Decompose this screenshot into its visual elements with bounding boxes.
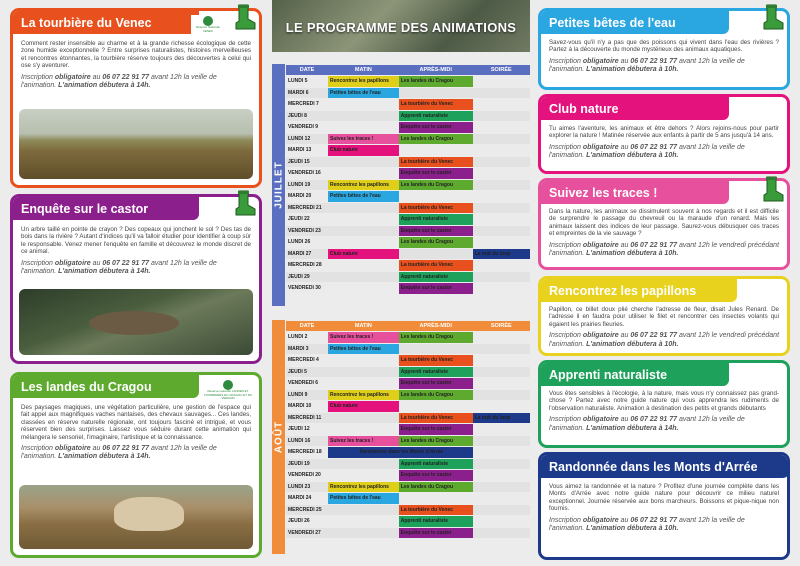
cell-matin [328, 214, 399, 225]
cell-matin [328, 378, 399, 389]
table-row [286, 134, 530, 145]
cell-matin: Rencontrez les papillons [328, 390, 399, 401]
cell-matin [328, 470, 399, 481]
table-row [286, 226, 530, 237]
table-row [286, 157, 530, 168]
table-row [286, 459, 530, 470]
cell-soiree [473, 191, 530, 202]
cell-matin: Rencontrez les papillons [328, 76, 399, 87]
col-date: DATE [286, 321, 328, 331]
card-traces [538, 178, 790, 270]
cell-soiree [473, 283, 530, 294]
cell-soiree [473, 482, 530, 493]
cell-matin [328, 367, 399, 378]
card-title: Petites bêtes de l'eau [541, 11, 729, 34]
table-row [286, 482, 530, 493]
cell-date: JEUDI 26 [286, 516, 328, 527]
card-inscription: Inscription obligatoire au 06 07 22 91 77 avant 12h la veille de l'animation. L'animation débutera à 14h. [21, 73, 217, 90]
card-club [538, 94, 790, 174]
cell-date: MARDI 10 [286, 401, 328, 412]
cell-apm: La tourbière du Venec [399, 505, 473, 516]
card-title: Les landes du Cragou [13, 375, 199, 398]
table-row [286, 111, 530, 122]
cell-matin [328, 99, 399, 110]
table-row [286, 191, 530, 202]
cell-apm [399, 344, 473, 355]
cell-soiree [473, 88, 530, 99]
cell-date: JEUDI 8 [286, 111, 328, 122]
cell-full-day: Randonnée dans les Monts d'Arrée [328, 447, 473, 458]
photo-beaver [19, 289, 253, 355]
card-venec [10, 8, 262, 188]
cell-date: MERCREDI 11 [286, 413, 328, 424]
reserve-cragou-logo: Réserve naturelle LANDES ET TOURBIÈRES DU CRAGOU ET DU VERGAM [203, 379, 253, 403]
card-inscription: Inscription obligatoire au 06 07 22 91 77 avant 12h le vendredi précédant l'animation. L'animation débutera à 10h. [549, 332, 780, 348]
photo-peat-bog [19, 109, 253, 179]
card-text: Vous aimez la randonnée et la nature ? Profitez d'une journée complète dans les Monts d'Arrée avec notre guide nature pour découvrir ce milieu naturel exceptionnel. Journée réservée aux bons marcheurs. Boissons et pique-nique non fournis. [549, 483, 779, 513]
cell-soiree [473, 180, 530, 191]
table-row [286, 180, 530, 191]
cell-date: MERCREDI 21 [286, 203, 328, 214]
cell-soiree [473, 168, 530, 179]
cell-apm: La tourbière du Venec [399, 203, 473, 214]
card-text: Papillon, ce billet doux plié cherche l'adresse de fleur, disait Jules Renard. De l'adresse il en faudra pour utiliser le filet et rencontrer ces insectes volants qui égaient les prairies fleuries. [549, 306, 779, 328]
table-row [286, 99, 530, 110]
cell-matin [328, 272, 399, 283]
table-row [286, 436, 530, 447]
card-text: Savez-vous qu'il n'y a pas que des poissons qui vivent dans l'eau des rivières ? Partez à la découverte du monde mystérieux des animaux aquatiques. [549, 39, 779, 54]
cell-apm [399, 493, 473, 504]
cell-date: VENDREDI 9 [286, 122, 328, 133]
cell-soiree [473, 145, 530, 156]
cell-apm: La tourbière du Venec [399, 260, 473, 271]
cell-apm: Les landes du Cragou [399, 134, 473, 145]
table-header [286, 65, 530, 75]
cell-date: JEUDI 15 [286, 157, 328, 168]
table-header [286, 321, 530, 331]
cell-soiree [473, 122, 530, 133]
cell-apm: Apprenti naturaliste [399, 516, 473, 527]
card-title: Enquête sur le castor [13, 197, 199, 220]
forest-banner [272, 0, 530, 52]
cell-soiree [473, 367, 530, 378]
cell-apm: Enquête sur le castor [399, 378, 473, 389]
reserve-venec-logo: Réserve Naturelle VENEC [191, 15, 225, 39]
cell-matin: Club nature [328, 401, 399, 412]
table-row [286, 447, 530, 458]
card-title: La tourbière du Venec [13, 11, 199, 34]
card-inscription: Inscription obligatoire au 06 07 22 91 77 avant 12h la veille de l'animation. L'animation débutera à 10h. [549, 57, 745, 74]
table-row [286, 344, 530, 355]
table-row [286, 249, 530, 260]
table-row [286, 272, 530, 283]
cell-matin [328, 528, 399, 539]
cell-soiree [473, 76, 530, 87]
photo-cow-landes [19, 485, 253, 549]
cell-apm: Apprenti naturaliste [399, 459, 473, 470]
program-panel [272, 0, 530, 566]
cell-matin [328, 203, 399, 214]
col-soiree: SOIRÉE [473, 65, 530, 75]
card-text: Dans la nature, les animaux se dissimulent souvent à nos regards et il est difficile de surprendre le passage du chevreuil ou la maraude d'un renard. Mais les animaux laissent des indices de leur passage. Saurez-vous débusquer ces traces et empreintes de la vie sauvage ? [549, 208, 779, 238]
card-inscription: Inscription obligatoire au 06 07 22 91 77 avant 12h la veille de l'animation. L'animation débutera à 10h. [549, 143, 745, 160]
cell-soiree [473, 226, 530, 237]
card-text: Un arbre taillé en pointe de crayon ? Des copeaux qui jonchent le sol ? Des tas de bois dans la rivière ? Autant d'indices qu'il va falloir étudier pour identifier à coup sûr le responsable. Venez mener l'enquête en famille et découvrez le monde discret de ce animal. [21, 226, 251, 256]
cell-date: MARDI 27 [286, 249, 328, 260]
cell-date: JEUDI 19 [286, 459, 328, 470]
cell-soiree [473, 355, 530, 366]
cell-date: MERCREDI 25 [286, 505, 328, 516]
cell-soiree [473, 214, 530, 225]
cell-apm: Apprenti naturaliste [399, 367, 473, 378]
cell-date: JEUDI 12 [286, 424, 328, 435]
cell-soiree [473, 99, 530, 110]
card-inscription: Inscription obligatoire au 06 07 22 91 77 avant 12h la veille de l'animation. L'animation débutera à 14h. [21, 445, 217, 461]
cell-apm: La tourbière du Venec [399, 157, 473, 168]
cell-matin: Petites bêtes de l'eau [328, 88, 399, 99]
col-matin: MATIN [328, 65, 399, 75]
cell-soiree [473, 272, 530, 283]
col-soiree: SOIRÉE [473, 321, 530, 331]
table-row [286, 145, 530, 156]
cell-matin [328, 505, 399, 516]
cell-soiree [473, 157, 530, 168]
table-row [286, 283, 530, 294]
cell-date: VENDREDI 27 [286, 528, 328, 539]
card-papillons [538, 276, 790, 356]
cell-date: LUNDI 12 [286, 134, 328, 145]
cell-soiree [473, 260, 530, 271]
cell-soiree [473, 459, 530, 470]
cell-soiree: La nuit du loup [473, 413, 530, 424]
cell-date: LUNDI 19 [286, 180, 328, 191]
cell-date: LUNDI 26 [286, 237, 328, 248]
page-title: LE PROGRAMME DES ANIMATIONS [285, 20, 517, 35]
cell-matin [328, 111, 399, 122]
cell-soiree [473, 528, 530, 539]
cell-date: JEUDI 22 [286, 214, 328, 225]
cell-date: JEUDI 5 [286, 367, 328, 378]
cell-apm: Les landes du Cragou [399, 390, 473, 401]
cell-matin [328, 157, 399, 168]
card-text: Vous êtes sensibles à l'écologie, à la nature, mais vous n'y connaissez pas grand-chose ? Partez avec notre guide nature qui vous apprendra les rudiments de l'observation naturaliste. Animation à destination des petits et grands débutants [549, 390, 779, 412]
cell-date: VENDREDI 20 [286, 470, 328, 481]
cell-soiree [473, 516, 530, 527]
cell-date: LUNDI 16 [286, 436, 328, 447]
cell-soiree [473, 378, 530, 389]
table-row [286, 516, 530, 527]
boot-icon [762, 176, 784, 202]
cell-soiree: La nuit du loup [473, 249, 530, 260]
col-apm: APRÈS-MIDI [399, 65, 473, 75]
cell-matin [328, 413, 399, 424]
table-row [286, 493, 530, 504]
cell-soiree [473, 111, 530, 122]
card-eau [538, 8, 790, 90]
table-row [286, 203, 530, 214]
cell-date: MERCREDI 28 [286, 260, 328, 271]
cell-apm: Enquête sur le castor [399, 424, 473, 435]
cell-apm [399, 191, 473, 202]
cell-matin [328, 168, 399, 179]
cell-date: MERCREDI 18 [286, 447, 328, 458]
table-row [286, 260, 530, 271]
card-arree [538, 452, 790, 560]
table-row [286, 505, 530, 516]
cell-soiree [473, 134, 530, 145]
card-inscription: Inscription obligatoire au 06 07 22 91 77 avant 12h la veille de l'animation. L'animation débutera à 10h. [549, 516, 745, 533]
cell-apm [399, 145, 473, 156]
table-row [286, 390, 530, 401]
cell-date: VENDREDI 16 [286, 168, 328, 179]
card-apprenti [538, 360, 790, 448]
cell-date: MARDI 24 [286, 493, 328, 504]
cell-date: MARDI 6 [286, 88, 328, 99]
cell-matin [328, 226, 399, 237]
card-title: Apprenti naturaliste [541, 363, 729, 386]
table-row [286, 332, 530, 343]
cell-soiree [473, 505, 530, 516]
cell-matin: Suivez les traces ! [328, 134, 399, 145]
cell-apm: Les landes du Cragou [399, 237, 473, 248]
cell-apm: Apprenti naturaliste [399, 111, 473, 122]
table-row [286, 88, 530, 99]
cell-apm [399, 249, 473, 260]
cell-apm: Enquête sur le castor [399, 226, 473, 237]
cell-soiree [473, 424, 530, 435]
card-title: Rencontrez les papillons [541, 279, 737, 302]
cell-matin [328, 516, 399, 527]
cell-apm: Les landes du Cragou [399, 76, 473, 87]
table-row [286, 413, 530, 424]
cell-matin [328, 260, 399, 271]
cell-matin: Petites bêtes de l'eau [328, 191, 399, 202]
cell-apm: Les landes du Cragou [399, 436, 473, 447]
card-title: Suivez les traces ! [541, 181, 729, 204]
cell-apm: Les landes du Cragou [399, 332, 473, 343]
month-label-juillet: JUILLET [272, 64, 285, 306]
cell-soiree [473, 390, 530, 401]
cell-matin [328, 122, 399, 133]
cell-apm: Enquête sur le castor [399, 528, 473, 539]
cell-date: MARDI 20 [286, 191, 328, 202]
table-row [286, 76, 530, 87]
cell-matin [328, 424, 399, 435]
cell-matin: Rencontrez les papillons [328, 482, 399, 493]
table-row [286, 470, 530, 481]
cell-date: MARDI 3 [286, 344, 328, 355]
cell-soiree [473, 332, 530, 343]
card-cragou [10, 372, 262, 558]
card-inscription: Inscription obligatoire au 06 07 22 91 77 avant 12h le vendredi précédant l'animation. L'animation débutera à 10h. [549, 241, 780, 258]
cell-date: MERCREDI 7 [286, 99, 328, 110]
cell-date: JEUDI 29 [286, 272, 328, 283]
month-label-aout: AOÛT [272, 320, 285, 554]
table-row [286, 237, 530, 248]
cell-apm: Apprenti naturaliste [399, 272, 473, 283]
cell-apm: Enquête sur le castor [399, 470, 473, 481]
cell-matin: Rencontrez les papillons [328, 180, 399, 191]
table-row [286, 168, 530, 179]
cell-apm [399, 88, 473, 99]
cell-matin: Petites bêtes de l'eau [328, 493, 399, 504]
table-aout [286, 320, 530, 539]
cell-matin: Club nature [328, 249, 399, 260]
cell-apm: Les landes du Cragou [399, 180, 473, 191]
cell-soiree [473, 470, 530, 481]
cell-soiree [473, 493, 530, 504]
card-text: Comment rester insensible au charme et à la grande richesse écologique de cette zone humide exceptionnelle ? Entre surprises naturalistes, histoires merveilleuses et rencontres étonnantes, la tourbière réserve toujours des découvertes à celui qui ose s'y aventurer. [21, 40, 251, 70]
cell-apm: Enquête sur le castor [399, 122, 473, 133]
cell-matin: Petites bêtes de l'eau [328, 344, 399, 355]
cell-soiree [473, 344, 530, 355]
card-inscription: Inscription obligatoire au 06 07 22 91 77 avant 12h la veille de l'animation. L'animation débutera à 14h. [21, 259, 217, 276]
cell-apm: La tourbière du Venec [399, 413, 473, 424]
cell-apm: Enquête sur le castor [399, 168, 473, 179]
cell-date: LUNDI 2 [286, 332, 328, 343]
col-matin: MATIN [328, 321, 399, 331]
cell-soiree [473, 237, 530, 248]
cell-matin: Suivez les traces ! [328, 332, 399, 343]
cell-matin: Club nature [328, 145, 399, 156]
cell-date: MERCREDI 4 [286, 355, 328, 366]
col-date: DATE [286, 65, 328, 75]
cell-soiree [473, 401, 530, 412]
card-castor [10, 194, 262, 364]
cell-matin [328, 283, 399, 294]
cell-matin: Suivez les traces ! [328, 436, 399, 447]
cell-apm: Les landes du Cragou [399, 482, 473, 493]
cell-apm: La tourbière du Venec [399, 355, 473, 366]
table-row [286, 424, 530, 435]
card-text: Des paysages magiques, une végétation particulière, une gestion de l'espace qui fait appel aux magnifiques vaches nantaises, des chevaux sauvages... Ces landes, classées en réserve naturelle régionale, ont toujours fasciné et intrigué, et vous réservent bien des surprises. Laissez vous séduire durant cette animation qui mélangera le sensoriel, l'imaginaire, l'artistique et la connaissance. [21, 404, 251, 441]
card-text: Tu aimes l'aventure, les animaux et être dehors ? Alors rejoins-nous pour partir explorer la nature ! Matinée réservée aux enfants à partir de 5 ans jusqu'à 14 ans. [549, 125, 779, 140]
cell-matin [328, 237, 399, 248]
cell-soiree [473, 436, 530, 447]
table-juillet [286, 64, 530, 295]
table-row [286, 367, 530, 378]
col-apm: APRÈS-MIDI [399, 321, 473, 331]
boot-icon [234, 4, 256, 30]
cell-soiree [473, 203, 530, 214]
cell-matin [328, 355, 399, 366]
cell-apm: La tourbière du Venec [399, 99, 473, 110]
cell-date: LUNDI 9 [286, 390, 328, 401]
cell-apm: Apprenti naturaliste [399, 214, 473, 225]
cell-date: LUNDI 5 [286, 76, 328, 87]
table-row [286, 122, 530, 133]
table-row [286, 355, 530, 366]
card-title: Club nature [541, 97, 729, 120]
cell-soiree [473, 447, 530, 458]
cell-date: VENDREDI 23 [286, 226, 328, 237]
cell-apm: Enquête sur le castor [399, 283, 473, 294]
boot-icon [234, 190, 256, 216]
table-row [286, 528, 530, 539]
table-row [286, 378, 530, 389]
cell-date: MARDI 13 [286, 145, 328, 156]
boot-icon [762, 4, 784, 30]
cell-apm [399, 401, 473, 412]
cell-date: LUNDI 23 [286, 482, 328, 493]
card-title: Randonnée dans les Monts d'Arrée [541, 455, 789, 478]
cell-date: VENDREDI 30 [286, 283, 328, 294]
table-row [286, 401, 530, 412]
cell-date: VENDREDI 6 [286, 378, 328, 389]
card-inscription: Inscription obligatoire au 06 07 22 91 77 avant 12h la veille de l'animation. L'animation débutera à 14h. [549, 416, 745, 432]
cell-matin [328, 459, 399, 470]
table-row [286, 214, 530, 225]
